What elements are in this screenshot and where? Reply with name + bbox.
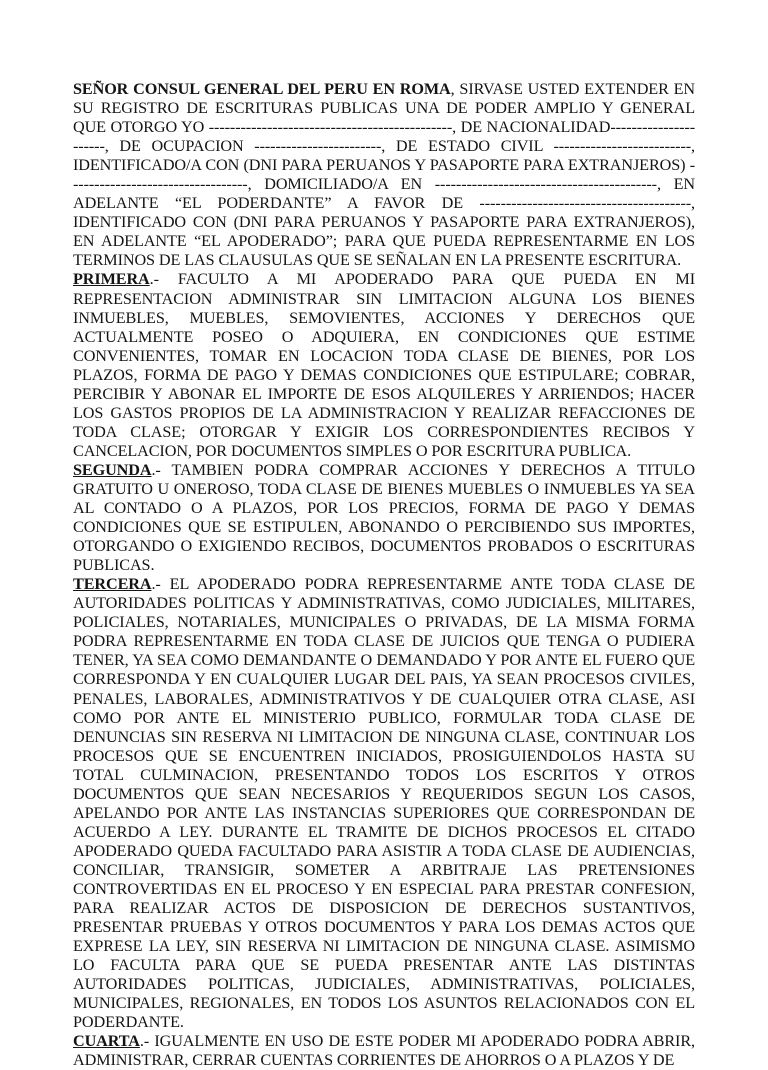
addressee-heading: SEÑOR CONSUL GENERAL DEL PERU EN ROMA xyxy=(73,80,451,98)
clause-tercera xyxy=(73,575,695,1032)
clause-heading: PRIMERA xyxy=(73,270,150,289)
document-page xyxy=(73,80,695,1070)
clause-heading: SEGUNDA xyxy=(73,460,152,479)
clause-primera xyxy=(73,270,695,460)
clause-segunda xyxy=(73,461,695,575)
clause-cuarta xyxy=(73,1032,695,1070)
clause-heading: TERCERA xyxy=(73,575,152,594)
intro-text: , SIRVASE USTED EXTENDER EN SU REGISTRO DE ESCRITURAS PUBLICAS UNA DE PODER AMPLIO Y GENERAL QUE OTORGO YO ----------------------------------------------, DE NACIONALIDAD----------------------, DE OCUPACION ------------------------, DE ESTADO CIVIL --------------------------, IDENTIFICADO/A CON (DNI PARA PERUANOS Y PASAPORTE PARA EXTRANJEROS) ----------------------------------, DOMICILIADO/A EN ------------------------------------------, EN ADELANTE “EL PODERDANTE” A FAVOR DE ----------------------------------------, IDENTIFICADO CON (DNI PARA PERUANOS Y PASAPORTE PARA EXTRANJEROS), EN ADELANTE “EL APODERADO”; PARA QUE PUEDA REPRESENTARME EN LOS TERMINOS DE LAS CLAUSULAS QUE SE SEÑALAN EN LA PRESENTE ESCRITURA. xyxy=(73,80,695,270)
clause-text: .- FACULTO A MI APODERADO PARA QUE PUEDA EN MI REPRESENTACION ADMINISTRAR SIN LIMITACION ALGUNA LOS BIENES INMUEBLES, MUEBLES, SEMOVIENTES, ACCIONES Y DERECHOS QUE ACTUALMENTE POSEO O ADQUIERA, EN CONDICIONES QUE ESTIME CONVENIENTES, TOMAR EN LOCACION TODA CLASE DE BIENES, POR LOS PLAZOS, FORMA DE PAGO Y DEMAS CONDICIONES QUE ESTIPULARE; COBRAR, PERCIBIR Y ABONAR EL IMPORTE DE ESOS ALQUILERES Y ARRIENDOS; HACER LOS GASTOS PROPIOS DE LA ADMINISTRACION Y REALIZAR REFACCIONES DE TODA CLASE; OTORGAR Y EXIGIR LOS CORRESPONDIENTES RECIBOS Y CANCELACION, POR DOCUMENTOS SIMPLES O POR ESCRITURA PUBLICA. xyxy=(73,270,695,460)
clause-text: .- EL APODERADO PODRA REPRESENTARME ANTE TODA CLASE DE AUTORIDADES POLITICAS Y ADMINISTRATIVAS, COMO JUDICIALES, MILITARES, POLICIALES, NOTARIALES, MUNICIPALES O PRIVADAS, DE LA MISMA FORMA PODRA REPRESENTARME EN TODA CLASE DE JUICIOS QUE TENGA O PUDIERA TENER, YA SEA COMO DEMANDANTE O DEMANDADO Y POR ANTE EL FUERO QUE CORRESPONDA Y EN CUALQUIER LUGAR DEL PAIS, YA SEAN PROCESOS CIVILES, PENALES, LABORALES, ADMINISTRATIVOS Y DE CUALQUIER OTRA CLASE, ASI COMO POR ANTE EL MINISTERIO PUBLICO, FORMULAR TODA CLASE DE DENUNCIAS SIN RESERVA NI LIMITACION DE NINGUNA CLASE, CONTINUAR LOS PROCESOS QUE SE ENCUENTREN INICIADOS, PROSIGUIENDOLOS HASTA SU TOTAL CULMINACION, PRESENTANDO TODOS LOS ESCRITOS Y OTROS DOCUMENTOS QUE SEAN NECESARIOS Y REQUERIDOS SEGUN LOS CASOS, APELANDO POR ANTE LAS INSTANCIAS SUPERIORES QUE CORRESPONDAN DE ACUERDO A LEY. DURANTE EL TRAMITE DE DICHOS PROCESOS EL CITADO APODERADO QUEDA FACULTADO PARA ASISTIR A TODA CLASE DE AUDIENCIAS, CONCILIAR, TRANSIGIR, SOMETER A ARBITRAJE LAS PRETENSIONES CONTROVERTIDAS EN EL PROCESO Y EN ESPECIAL PARA PRESTAR CONFESION, PARA REALIZAR ACTOS DE DISPOSICION DE DERECHOS SUSTANTIVOS, PRESENTAR PRUEBAS Y OTROS DOCUMENTOS Y PARA LOS DEMAS ACTOS QUE EXPRESE LA LEY, SIN RESERVA NI LIMITACION DE NINGUNA CLASE. ASIMISMO LO FACULTA PARA QUE SE PUEDA PRESENTAR ANTE LAS DISTINTAS AUTORIDADES POLITICAS, JUDICIALES, ADMINISTRATIVAS, POLICIALES, MUNICIPALES, REGIONALES, EN TODOS LOS ASUNTOS RELACIONADOS CON EL PODERDANTE. xyxy=(73,575,695,1032)
clause-text: .- TAMBIEN PODRA COMPRAR ACCIONES Y DERECHOS A TITULO GRATUITO U ONEROSO, TODA CLASE DE BIENES MUEBLES O INMUEBLES YA SEA AL CONTADO O A PLAZOS, POR LOS PRECIOS, FORMA DE PAGO Y DEMAS CONDICIONES QUE SE ESTIPULEN, ABONANDO O PERCIBIENDO SUS IMPORTES, OTORGANDO O EXIGIENDO RECIBOS, DOCUMENTOS PROBADOS O ESCRITURAS PUBLICAS. xyxy=(73,460,695,575)
intro-paragraph xyxy=(73,80,695,270)
clause-heading: CUARTA xyxy=(73,1032,140,1051)
clause-text: .- IGUALMENTE EN USO DE ESTE PODER MI APODERADO PODRA ABRIR, ADMINISTRAR, CERRAR CUENTAS CORRIENTES DE AHORROS O A PLAZOS Y DE xyxy=(73,1032,695,1070)
